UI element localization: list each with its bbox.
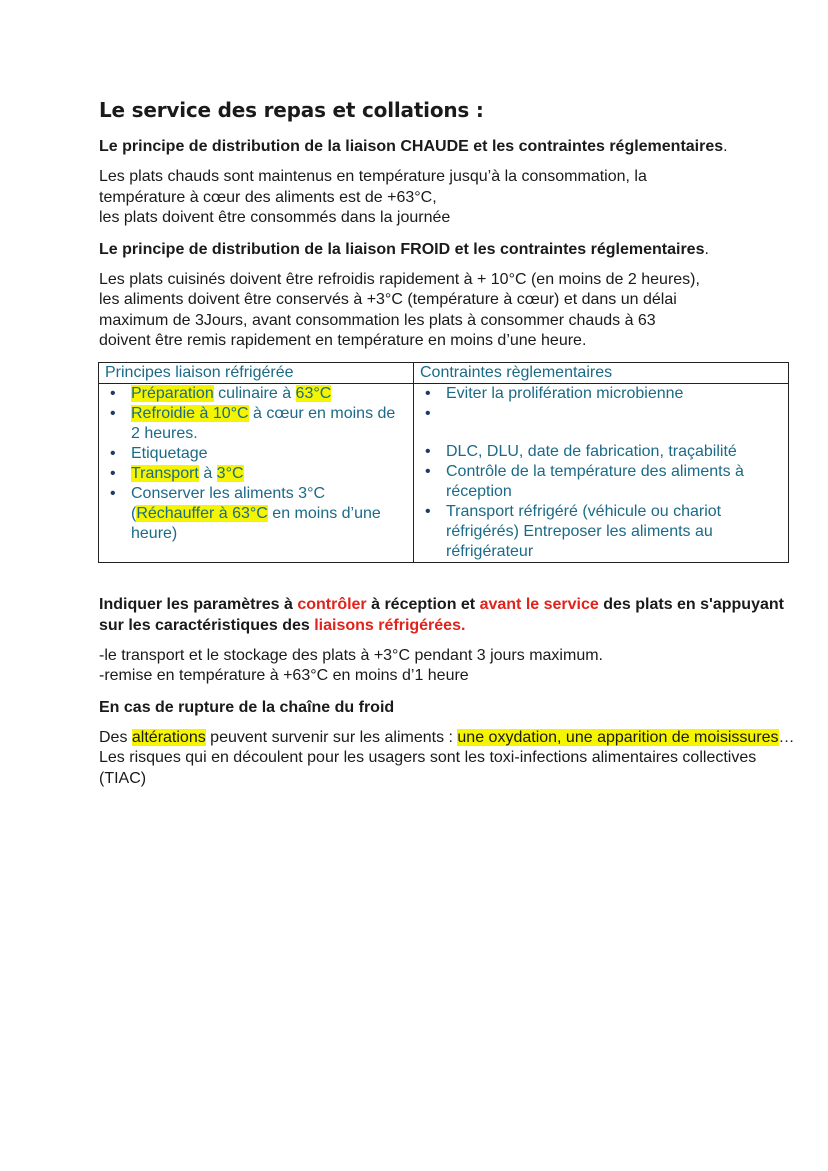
text-line: doivent être remis rapidement en température en moins d’une heure. bbox=[99, 332, 587, 349]
table-header-contraintes: Contraintes règlementaires bbox=[414, 362, 789, 383]
text-line: Les plats cuisinés doivent être refroidis rapidement à + 10°C (en moins de 2 heures), bbox=[99, 270, 700, 288]
highlight: une oxydation, une apparition de moisissures bbox=[457, 728, 779, 746]
list-item bbox=[131, 484, 407, 544]
highlight: Réchauffer à 63°C bbox=[136, 504, 268, 522]
paragraph-liaison-froid bbox=[99, 270, 799, 352]
red-text: liaisons réfrigérées. bbox=[314, 616, 466, 634]
text: Etiquetage bbox=[131, 444, 208, 462]
list-item bbox=[131, 404, 407, 444]
text-line: -le transport et le stockage des plats à +3°C pendant 3 jours maximum. bbox=[99, 646, 603, 664]
highlight: Transport bbox=[131, 464, 199, 482]
list-spacer bbox=[446, 404, 782, 424]
paragraph-liaison-chaude bbox=[99, 167, 799, 229]
highlight: Refroidie à 10°C bbox=[131, 404, 249, 422]
text-line: Les plats chauds sont maintenus en température jusqu’à la consommation, la bbox=[99, 168, 647, 185]
document-page bbox=[99, 98, 799, 799]
principes-list bbox=[105, 384, 407, 544]
heading-liaison-chaude bbox=[99, 136, 799, 157]
contraintes-list bbox=[420, 384, 782, 562]
rupture-heading: En cas de rupture de la chaîne du froid bbox=[99, 698, 395, 716]
highlight: Préparation bbox=[131, 384, 214, 402]
heading-text: Le principe de distribution de la liaison CHAUDE et les contraintes réglementaires bbox=[99, 138, 724, 155]
heading-dot: . bbox=[723, 138, 728, 155]
text: Des bbox=[99, 728, 132, 746]
text: à bbox=[198, 464, 217, 482]
red-text: contrôler bbox=[297, 595, 367, 613]
text: … bbox=[778, 728, 795, 746]
highlight: altérations bbox=[131, 728, 206, 746]
highlight: 3°C bbox=[216, 464, 244, 482]
list-item: • DLC, DLU, date de fabrication, traçabilité bbox=[446, 442, 782, 462]
table-header-principes: Principes liaison réfrigérée bbox=[99, 362, 414, 383]
table-header-row bbox=[99, 362, 789, 383]
text: peuvent survenir sur les aliments : bbox=[205, 728, 458, 746]
list-item bbox=[131, 444, 407, 464]
text: Les risques qui en découlent pour les usagers sont les toxi-infections alimentaires collectives (TIAC) bbox=[99, 749, 757, 787]
text: culinaire à bbox=[213, 384, 296, 402]
text-line: les aliments doivent être conservés à +3°C (température à cœur) et dans un délai bbox=[99, 291, 677, 308]
list-item bbox=[131, 384, 407, 404]
text: des plats en s'appuyant sur les caractéristiques des bbox=[99, 595, 784, 634]
table-row bbox=[99, 383, 789, 562]
text-line: maximum de 3Jours, avant consommation les plats à consommer chauds à 63 bbox=[99, 311, 656, 329]
red-text: avant le service bbox=[479, 595, 599, 613]
heading-text: Le principe de distribution de la liaison FROID et les contraintes réglementaires bbox=[99, 240, 705, 258]
text-line: les plats doivent être consommés dans la journée bbox=[99, 209, 451, 226]
heading-liaison-froid bbox=[99, 239, 799, 260]
table-cell-principes bbox=[99, 383, 414, 562]
table-cell-contraintes bbox=[414, 383, 789, 562]
text: à réception et bbox=[366, 595, 480, 613]
rupture-paragraph bbox=[99, 728, 799, 790]
list-item: • Contrôle de la température des aliments à réception bbox=[446, 462, 782, 502]
liaison-table bbox=[98, 362, 789, 563]
list-item: • Eviter la prolifération microbienne bbox=[446, 384, 782, 404]
heading-dot: . bbox=[704, 240, 709, 258]
list-item bbox=[131, 464, 407, 484]
highlight: 63°C bbox=[295, 384, 332, 402]
text: en moins d’une heure) bbox=[131, 504, 381, 542]
list-item: • Transport réfrigéré (véhicule ou chariot réfrigérés) Entreposer les aliments au réfrigérateur bbox=[446, 502, 782, 562]
question-heading bbox=[99, 594, 799, 636]
text-line: température à cœur des aliments est de +63°C, bbox=[99, 188, 437, 206]
text: Conserver les aliments 3°C ( bbox=[131, 484, 326, 522]
text: Indiquer les paramètres à bbox=[99, 595, 298, 613]
page-title: Le service des repas et collations : bbox=[99, 98, 484, 122]
answer-paragraph bbox=[99, 646, 799, 687]
text: à cœur en moins de 2 heures. bbox=[131, 404, 396, 442]
text-line: -remise en température à +63°C en moins d’1 heure bbox=[99, 667, 469, 684]
